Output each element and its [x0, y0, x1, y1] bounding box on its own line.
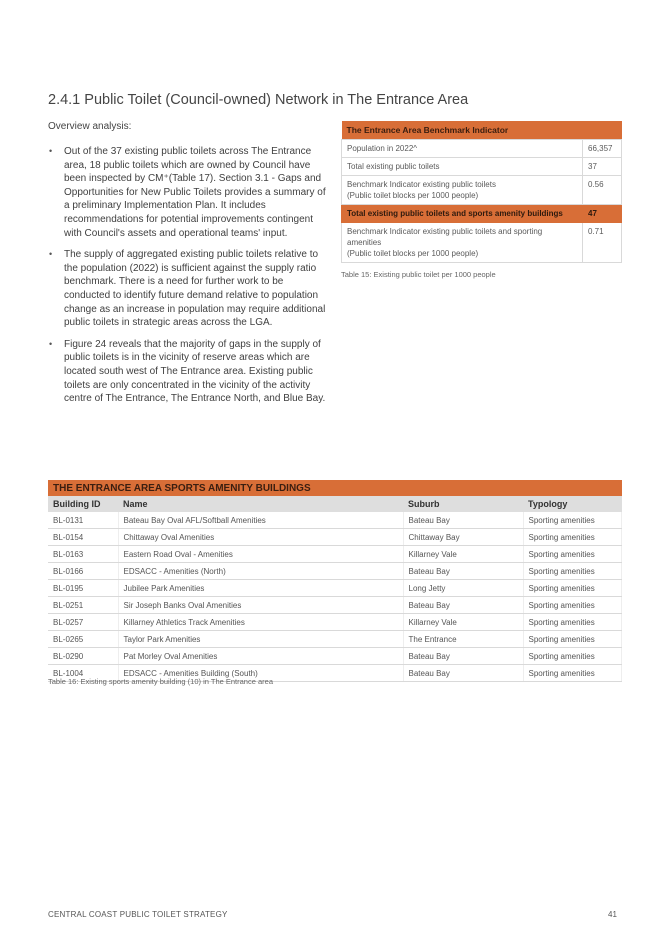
suburb: Bateau Bay — [403, 597, 523, 614]
building-name: Bateau Bay Oval AFL/Softball Amenities — [118, 512, 403, 529]
suburb: Bateau Bay — [403, 665, 523, 682]
table-caption: Table 16: Existing sports amenity building (10) in The Entrance area — [48, 677, 273, 686]
typology: Sporting amenities — [523, 546, 622, 563]
suburb: Bateau Bay — [403, 563, 523, 580]
sports-table-header: THE ENTRANCE AREA SPORTS AMENITY BUILDINGS — [48, 480, 622, 496]
footer-document-title: CENTRAL COAST PUBLIC TOILET STRATEGY — [48, 910, 228, 919]
overview-label: Overview analysis: — [48, 121, 132, 132]
sports-amenity-table — [48, 480, 622, 682]
suburb: Bateau Bay — [403, 648, 523, 665]
benchmark-value: 66,357 — [583, 140, 622, 158]
table-row — [48, 648, 622, 665]
building-id: BL-0163 — [48, 546, 118, 563]
column-header: Typology — [523, 496, 622, 512]
benchmark-label: Total existing public toilets — [342, 158, 583, 176]
typology: Sporting amenities — [523, 580, 622, 597]
benchmark-label: Total existing public toilets and sports amenity buildings — [342, 205, 583, 223]
building-id: BL-1004 — [48, 665, 118, 682]
benchmark-sublabel: (Public toilet blocks per 1000 people) — [347, 191, 479, 200]
bullet-icon: • — [49, 338, 53, 349]
typology: Sporting amenities — [523, 529, 622, 546]
building-name: Killarney Athletics Track Amenities — [118, 614, 403, 631]
benchmark-value: 0.56 — [583, 176, 622, 205]
bullet-item — [48, 145, 331, 240]
table-row — [48, 597, 622, 614]
benchmark-label-cell — [342, 223, 583, 263]
building-id: BL-0265 — [48, 631, 118, 648]
column-header: Name — [118, 496, 403, 512]
building-id: BL-0290 — [48, 648, 118, 665]
building-name: Taylor Park Amenities — [118, 631, 403, 648]
building-id: BL-0131 — [48, 512, 118, 529]
building-name: EDSACC - Amenities (North) — [118, 563, 403, 580]
bullet-text: The supply of aggregated existing public toilets relative to the population (2022) is sufficient against the supply ratio benchmark. There is a need for further work to be conducted to identify future demand relative to population change as an increase in population may require additional public toilets in strategic areas across the LGA. — [64, 249, 326, 329]
benchmark-row — [342, 223, 622, 263]
building-name: Chittaway Oval Amenities — [118, 529, 403, 546]
benchmark-table-header: The Entrance Area Benchmark Indicator — [342, 121, 622, 140]
building-name: Sir Joseph Banks Oval Amenities — [118, 597, 403, 614]
table-row — [48, 631, 622, 648]
benchmark-row — [342, 140, 622, 158]
benchmark-value: 37 — [583, 158, 622, 176]
suburb: Bateau Bay — [403, 512, 523, 529]
bullet-text: Out of the 37 existing public toilets across The Entrance area, 18 public toilets which are owned by Council have been inspected by CM⁺(Table 17). Section 3.1 - Gaps and Opportunities for New Public Toilets provides a summary of a preliminary Implementation Plan. It includes recommendations for potential improvements contingent with Council's assets and operational teams' input. — [64, 146, 326, 239]
suburb: Killarney Vale — [403, 546, 523, 563]
benchmark-label: Benchmark Indicator existing public toilets and sporting amenities — [347, 227, 543, 247]
table-row — [48, 580, 622, 597]
bullet-list — [48, 145, 331, 414]
building-name: Jubilee Park Amenities — [118, 580, 403, 597]
bullet-item — [48, 338, 331, 406]
building-id: BL-0251 — [48, 597, 118, 614]
benchmark-sublabel: (Public toilet blocks per 1000 people) — [347, 249, 479, 258]
typology: Sporting amenities — [523, 563, 622, 580]
benchmark-label: Benchmark Indicator existing public toilets — [347, 180, 496, 189]
column-header: Suburb — [403, 496, 523, 512]
table-row — [48, 563, 622, 580]
benchmark-row — [342, 176, 622, 205]
bullet-icon: • — [49, 249, 53, 260]
table-row — [48, 512, 622, 529]
benchmark-value: 0.71 — [583, 223, 622, 263]
typology: Sporting amenities — [523, 512, 622, 529]
benchmark-label-cell — [342, 176, 583, 205]
suburb: Chittaway Bay — [403, 529, 523, 546]
suburb: The Entrance — [403, 631, 523, 648]
table-row — [48, 614, 622, 631]
bullet-item — [48, 248, 331, 330]
table-row — [48, 529, 622, 546]
table-caption: Table 15: Existing public toilet per 1000 people — [341, 270, 496, 279]
benchmark-value: 47 — [583, 205, 622, 223]
suburb: Killarney Vale — [403, 614, 523, 631]
column-header: Building ID — [48, 496, 118, 512]
bullet-text: Figure 24 reveals that the majority of gaps in the supply of public toilets is in the vicinity of reserve areas which are located south west of The Entrance area. Existing public toilets are only concentrated in the vicinity of the activity centre of The Entrance, The Entrance North, and Blue Bay. — [64, 338, 326, 405]
building-name: EDSACC - Amenities Building (South) — [118, 665, 403, 682]
benchmark-table — [341, 121, 622, 263]
page-number: 41 — [608, 910, 617, 919]
section-title: 2.4.1 Public Toilet (Council-owned) Network in The Entrance Area — [48, 92, 469, 108]
building-name: Pat Morley Oval Amenities — [118, 648, 403, 665]
bullet-icon: • — [49, 146, 53, 156]
benchmark-label: Population in 2022^ — [342, 140, 583, 158]
table-row — [48, 546, 622, 563]
building-name: Eastern Road Oval - Amenities — [118, 546, 403, 563]
typology: Sporting amenities — [523, 631, 622, 648]
typology: Sporting amenities — [523, 614, 622, 631]
building-id: BL-0195 — [48, 580, 118, 597]
building-id: BL-0166 — [48, 563, 118, 580]
building-id: BL-0257 — [48, 614, 118, 631]
typology: Sporting amenities — [523, 648, 622, 665]
benchmark-row — [342, 158, 622, 176]
typology: Sporting amenities — [523, 597, 622, 614]
suburb: Long Jetty — [403, 580, 523, 597]
building-id: BL-0154 — [48, 529, 118, 546]
typology: Sporting amenities — [523, 665, 622, 682]
benchmark-row-highlight — [342, 205, 622, 223]
